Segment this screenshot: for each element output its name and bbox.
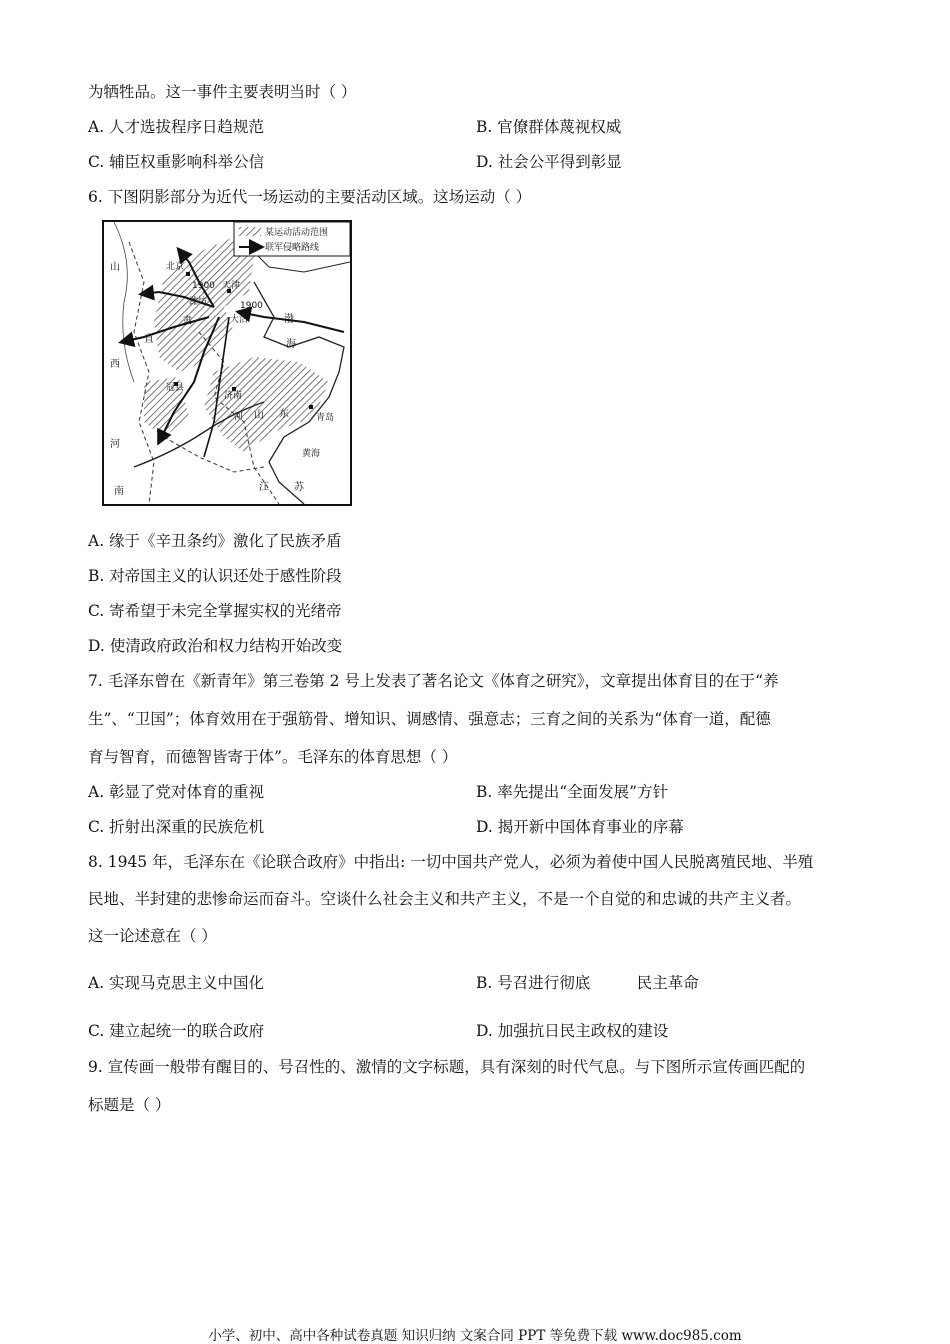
city-marker-qingdao	[309, 405, 313, 409]
river	[114, 222, 134, 382]
q7-line-2: 生”、“卫国”；体育效用在于强筋骨、增知识、调感情、强意志；三育之间的关系为“体育一道，配德	[88, 710, 771, 728]
label-jiang: 江	[259, 482, 269, 493]
q6-option-c[interactable]: C. 寄希望于未完全掌握实权的光绪帝	[88, 602, 342, 620]
page-footer[interactable]: 小学、初中、高中各种试卷真题 知识归纳 文案合同 PPT 等免费下载 www.doc985.com	[208, 1328, 742, 1344]
legend-hatch-swatch	[239, 227, 261, 236]
q7-option-d[interactable]: D. 揭开新中国体育事业的序幕	[476, 818, 684, 836]
label-su: 苏	[294, 482, 304, 493]
label-huanghai: 黄海	[302, 449, 321, 459]
q7-option-b[interactable]: B. 率先提出“全面发展”方针	[476, 783, 669, 801]
legend-route-label: 联军侵略路线	[265, 243, 320, 253]
q9-line-1: 9. 宣传画一般带有醒目的、号召性的、激情的文字标题，具有深刻的时代气息。与下图所示宣传画匹配的	[88, 1058, 806, 1076]
q9-line-2: 标题是（ ）	[88, 1096, 171, 1114]
q6-map-svg	[104, 222, 350, 504]
q8-option-b[interactable]: B. 号召进行彻底 民主革命	[476, 974, 699, 992]
label-nan: 南	[114, 486, 124, 497]
q7-line-1: 7. 毛泽东曾在《新青年》第三卷第 2 号上发表了著名论文《体育之研究》，文章提出体育目的在于“养	[88, 672, 779, 690]
label-li: 隶	[182, 316, 192, 327]
label-he-river: 河	[234, 412, 244, 422]
q5-option-d[interactable]: D. 社会公平得到彰显	[476, 153, 622, 171]
label-year-1900-b: 1900	[240, 301, 263, 311]
legend-area-label: 某运动活动范围	[265, 228, 329, 238]
q8-line-2: 民地、半封建的悲惨命运而奋斗。空谈什么社会主义和共产主义，不是一个自觉的和忠诚的共产主义者。	[88, 890, 802, 908]
label-dong: 东	[279, 409, 289, 420]
label-qingdao: 青岛	[316, 413, 335, 423]
label-dagu: 大沽	[230, 315, 249, 325]
q5-option-c[interactable]: C. 辅臣权重影响科举公信	[88, 153, 265, 171]
q7-line-3: 育与智育，而德智皆寄于体”。毛泽东的体育思想（ ）	[88, 748, 458, 766]
q5-stem-tail: 为牺牲品。这一事件主要表明当时（ ）	[88, 83, 357, 101]
label-jinan: 济南	[224, 391, 243, 401]
label-zhi: 直	[144, 334, 154, 345]
label-year-1900-a: 1900	[192, 281, 215, 291]
q6-option-b[interactable]: B. 对帝国主义的认识还处于感性阶段	[88, 567, 342, 585]
q5-option-a[interactable]: A. 人才选拔程序日趋规范	[88, 118, 265, 136]
q6-option-d[interactable]: D. 使清政府政治和权力结构开始改变	[88, 637, 343, 655]
label-shan-west: 山	[110, 262, 120, 273]
q8-line-1: 8. 1945 年，毛泽东在《论联合政府》中指出: 一切中国共产党人，必须为着使中国人民脱离殖民地、半殖	[88, 853, 814, 871]
label-he-west: 河	[110, 439, 120, 450]
label-xi-west: 西	[110, 359, 120, 370]
q6-option-a[interactable]: A. 缘于《辛丑条约》激化了民族矛盾	[88, 532, 342, 550]
q8-option-c[interactable]: C. 建立起统一的联合政府	[88, 1022, 265, 1040]
label-tianjin: 天津	[222, 281, 241, 291]
label-beijing: 北京	[166, 262, 185, 272]
q6-map	[102, 220, 352, 506]
label-shan-east: 山	[254, 410, 264, 421]
city-marker-beijing	[186, 272, 190, 276]
label-guanxian: 冠县	[166, 383, 185, 393]
q7-option-a[interactable]: A. 彰显了党对体育的重视	[88, 783, 265, 801]
q7-option-c[interactable]: C. 折射出深重的民族危机	[88, 818, 265, 836]
q8-option-d[interactable]: D. 加强抗日民主政权的建设	[476, 1022, 669, 1040]
q5-option-b[interactable]: B. 官僚群体蔑视权威	[476, 118, 622, 136]
label-bo: 渤	[284, 314, 294, 325]
q8-option-a[interactable]: A. 实现马克思主义中国化	[88, 974, 265, 992]
label-hai: 海	[286, 339, 296, 350]
q6-stem: 6. 下图阴影部分为近代一场运动的主要活动区域。这场运动（ ）	[88, 188, 532, 206]
q8-line-3: 这一论述意在（ ）	[88, 927, 217, 945]
label-weifang: 潍坊	[189, 297, 208, 307]
